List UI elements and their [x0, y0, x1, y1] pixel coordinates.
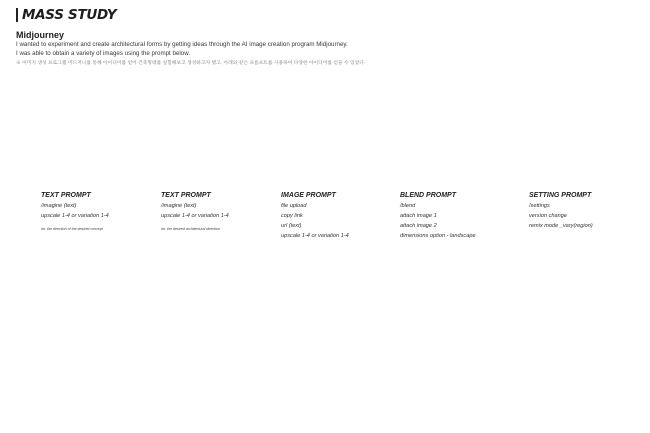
- prompt-line: copy link: [281, 213, 303, 219]
- prompt-note: #n: the desired architectural direction: [161, 227, 220, 231]
- title-divider-bar: [16, 8, 18, 22]
- prompt-note: #n: the direction of the desired concept: [41, 227, 103, 231]
- prompt-line: upscale 1-4 or variation 1-4: [161, 213, 229, 219]
- prompt-title: IMAGE PROMPT: [281, 192, 336, 199]
- prompt-line: url (text): [281, 223, 302, 229]
- prompt-title: TEXT PROMPT: [41, 192, 91, 199]
- page-title: MASS STUDY: [22, 7, 117, 23]
- prompt-line: attach image 2: [400, 223, 437, 229]
- prompt-column-image: [281, 191, 401, 241]
- prompt-line: attach image 1: [400, 213, 437, 219]
- subtitle: Midjourney: [16, 30, 65, 40]
- intro-section: [16, 6, 636, 68]
- prompt-columns: [0, 191, 650, 251]
- prompt-column-text-1: [41, 191, 161, 232]
- section-title: [16, 6, 636, 24]
- prompt-line: upscale 1-4 or variation 1-4: [281, 233, 349, 239]
- prompt-column-text-2: [161, 191, 281, 232]
- prompt-title: SETTING PROMPT: [529, 192, 592, 199]
- prompt-title: TEXT PROMPT: [161, 192, 211, 199]
- prompt-title: BLEND PROMPT: [400, 192, 456, 199]
- prompt-line: /imagine (text): [161, 203, 197, 209]
- description-line-1: I wanted to experiment and create architectural forms by getting ideas through the AI image creation program Midjourney.: [16, 41, 348, 48]
- description-line-2: I was able to obtain a variety of images using the prompt below.: [16, 49, 191, 57]
- prompt-line: file upload: [281, 203, 307, 209]
- prompt-line: remix mode _vary(region): [529, 223, 593, 229]
- prompt-column-setting: [529, 191, 649, 231]
- prompt-line: dimensions option - landscape: [400, 233, 476, 239]
- korean-description: ※ 이미지 생성 프로그램 미드저니를 통해 아이디어를 얻어 건축형태를 실험해보고 생성하고자 했고, 아래와 같은 프롬프트를 사용하여 다양한 아이디어를 얻을 수 있었다.: [16, 61, 366, 66]
- prompt-line: /settings: [529, 203, 550, 209]
- prompt-line: /blend: [400, 203, 416, 209]
- prompt-column-blend: [400, 191, 520, 241]
- prompt-line: /imagine (text): [41, 203, 77, 209]
- prompt-line: upscale 1-4 or variation 1-4: [41, 213, 109, 219]
- prompt-line: version change: [529, 213, 567, 219]
